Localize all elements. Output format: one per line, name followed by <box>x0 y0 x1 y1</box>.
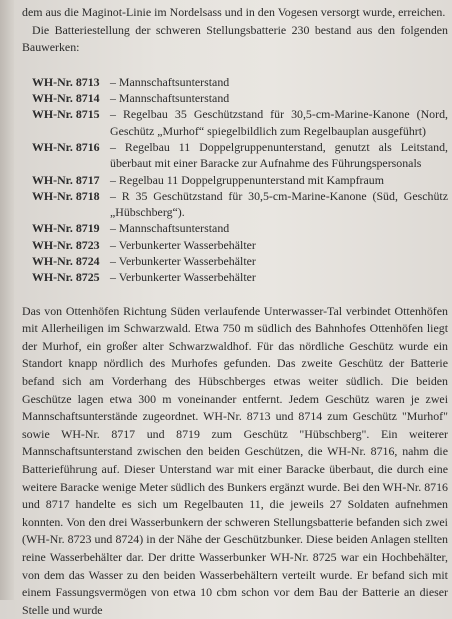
item-label: WH-Nr. 8725 <box>32 270 100 285</box>
item-label: WH-Nr. 8724 <box>32 254 100 269</box>
item-text: – Verbunkerter Wasserbehälter <box>110 270 256 285</box>
item-label: WH-Nr. 8719 <box>32 221 100 236</box>
item-text: – Regelbau 11 Doppelgruppenunterstand mit Kampfraum <box>110 172 384 187</box>
item-label: WH-Nr. 8715 <box>32 107 100 122</box>
body-paragraph: Das von Ottenhöfen Richtung Süden verlaufende Unterwasser-Tal verbindet Ottenhöfen mit Allerheiligen im Schwarzwald. Etwa 750 m südlich des Bahnhofes Ottenhöfen liegt der Murhof, ein großer alter Schwarzwaldhof. Für das nördliche Geschütz wurde ein Standort knapp nördlich des Murhofes gefunden. Das zweite Geschütz der Batterie befand sich am Vorderhang des Hübschberges etwas weiter südlich. Die beiden Geschütze lagen etwa 300 m voneinander entfernt. Jedem Geschütz waren je zwei Mannschaftsunterstände zugeordnet. WH-Nr. 8713 und 8714 zum Geschütz "Murhof" sowie WH-Nr. 8717 und 8719 zum Geschütz "Hübschberg". Ein weiterer Mannschaftsunterstand zwischen den beiden Geschützen, die WH-Nr. 8716, nahm die Batterieführung auf. Dieser Unterstand war mit einer Baracke überbaut, die durch eine weitere Baracke wenige Meter südlich des Bunkers ergänzt wurde. Bei den WH-Nr. 8716 und 8717 handelte es sich um Regelbauten 11, die jeweils 27 Soldaten aufnehmen konnten. Von den drei Wasserbunkern der schweren Stellungsbatterie befanden sich zwei (WH-Nr. 8723 und 8724) in der Nähe der Geschützbunker. Diese beiden Anlagen stellten reine Wasserbehälter dar. Der dritte Wasserbunker WH-Nr. 8725 war ein Hochbehälter, von dem das Wasser zu den beiden Wasserbehältern verteilt wurde. Er befand sich mit einem Fassungsvermögen von etwa 10 cbm schon vor dem Bau der Batterie an dieser Stelle und wurde <box>22 303 448 617</box>
item-text: – Mannschaftsunterstand <box>110 221 230 236</box>
bunker-list <box>22 74 448 286</box>
book-page <box>22 4 448 619</box>
list-item <box>22 106 448 139</box>
list-item <box>22 269 448 285</box>
item-text: – R 35 Geschützstand für 30,5-cm-Marine-Kanone (Süd, Geschütz „Hübschberg“). <box>110 188 448 220</box>
item-label: WH-Nr. 8713 <box>32 74 100 89</box>
item-text: – Verbunkerter Wasserbehälter <box>110 237 256 252</box>
item-label: WH-Nr. 8714 <box>32 91 100 106</box>
item-label: WH-Nr. 8717 <box>32 172 100 187</box>
item-text: – Verbunkerter Wasserbehälter <box>110 254 256 269</box>
list-item <box>22 90 448 106</box>
intro-paragraph: dem aus die Maginot-Linie im Nordelsass und in den Vogesen versorgt wurde, erreichen. <box>22 5 446 19</box>
list-item <box>22 237 448 253</box>
item-label: WH-Nr. 8723 <box>32 237 100 252</box>
item-text: – Regelbau 11 Doppelgruppenunterstand, genutzt als Leitstand, überbaut mit einer Baracke zur Aufnahme des Führungspersonals <box>110 139 448 171</box>
list-item <box>22 139 448 172</box>
item-label: WH-Nr. 8718 <box>32 188 100 203</box>
list-item <box>22 220 448 236</box>
item-label: WH-Nr. 8716 <box>32 139 100 154</box>
item-text: – Regelbau 35 Geschützstand für 30,5-cm-Marine-Kanone (Nord, Geschütz „Murhof“ spiegelbildlich zum Regelbauplan ausgeführt) <box>110 107 448 138</box>
item-text: – Mannschaftsunterstand <box>110 91 230 106</box>
list-item <box>22 172 448 188</box>
list-item <box>22 74 448 90</box>
book-gutter <box>0 0 14 600</box>
list-item <box>22 188 448 221</box>
item-text: – Mannschaftsunterstand <box>110 74 230 89</box>
list-item <box>22 253 448 269</box>
lead-paragraph: Die Batteriestellung der schweren Stellungsbatterie 230 bestand aus den folgenden Bauwerken: <box>22 22 448 55</box>
